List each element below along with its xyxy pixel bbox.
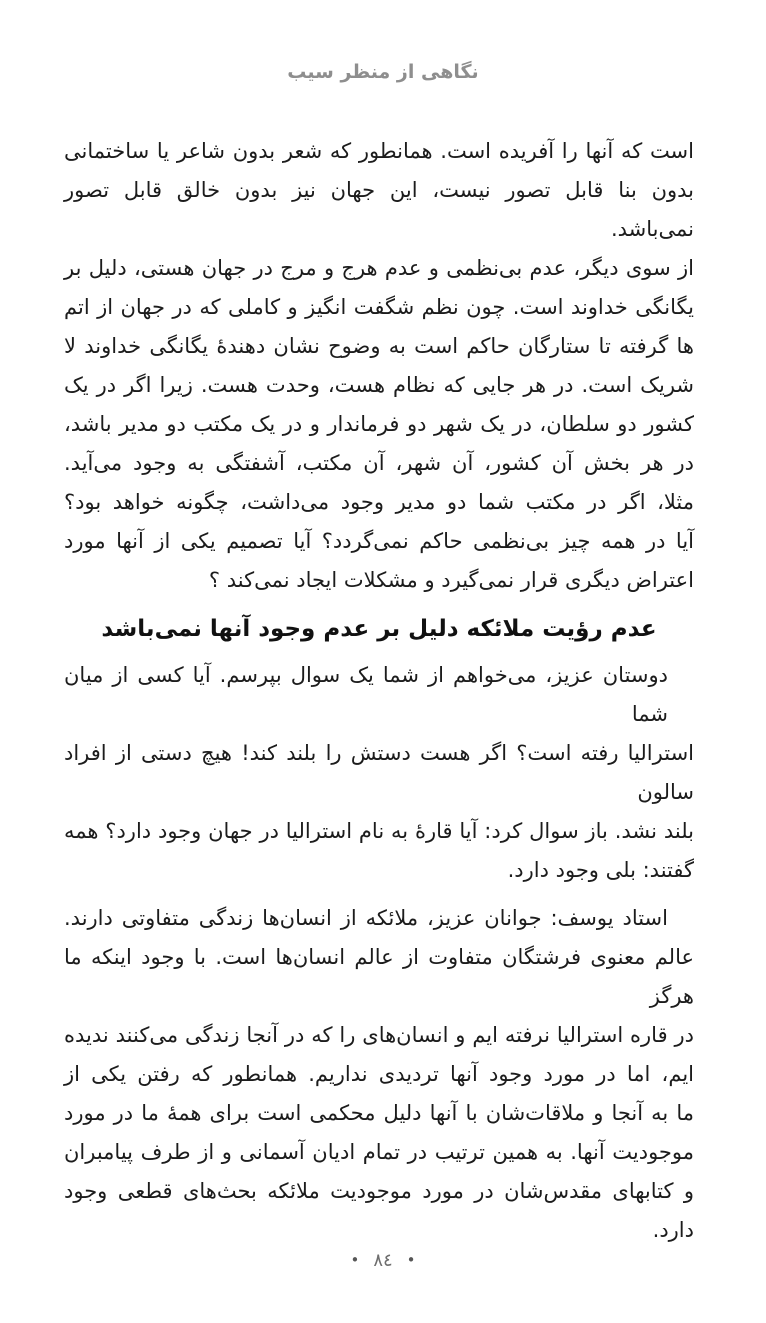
text-line: از سوی دیگر، عدم بی‌نظمی و عدم هرج و مرج در جهان هستی، دلیل بر <box>64 256 694 280</box>
text-line: استاد یوسف: جوانان عزیز، ملائکه از انسان‌ها زندگی متفاوتی دارند. <box>64 906 668 930</box>
text-line: بلند نشد. باز سوال کرد: آیا قارهٔ به نام استرالیا در جهان وجود دارد؟ همه <box>64 819 694 843</box>
text-line: در هر بخش آن کشور، آن شهر، آن مکتب، آشفتگی به وجود می‌آید. <box>64 451 694 475</box>
text-line: شریک است. در هر جایی که نظام هست، وحدت هست. زیرا اگر در یک <box>64 373 694 397</box>
text-line: کشور دو سلطان، در یک شهر دو فرماندار و در یک مکتب دو مدیر باشد، <box>64 412 694 436</box>
text-block <box>0 132 766 1250</box>
text-line: ها گرفته تا ستارگان حاکم است به وضوح نشان دهندهٔ یگانگی خداوند لا <box>64 334 694 358</box>
page-number: ٨٤ <box>373 1250 393 1271</box>
page-footer <box>0 1250 766 1323</box>
text-line: بدون بنا قابل تصور نیست، این جهان نیز بدون خالق قابل تصور نمی‌باشد. <box>64 178 694 241</box>
text-line: مثلا، اگر در مکتب شما دو مدیر وجود می‌داشت، چگونه خواهد بود؟ <box>64 490 694 514</box>
footer-bullet-left: • <box>350 1251 360 1269</box>
text-line: استرالیا رفته است؟ اگر هست دستش را بلند کند! هیچ دستی از افراد سالون <box>64 741 694 804</box>
footer-bullet-right: • <box>406 1251 416 1269</box>
text-line: است که آنها را آفریده است. همانطور که شعر بدون شاعر یا ساختمانی <box>64 139 694 163</box>
paragraph-continuation <box>64 132 694 600</box>
text-line: موجودیت آنها. به همین ترتیب در تمام ادیان آسمانی و از طرف پیامبران <box>64 1140 694 1164</box>
text-line: گفتند: بلی وجود دارد. <box>507 858 694 882</box>
text-line: در قاره استرالیا نرفته ایم و انسان‌های را که در آنجا زندگی می‌کنند ندیده <box>64 1023 694 1047</box>
text-line: دارد. <box>652 1218 694 1242</box>
paragraph-ustad-yusuf <box>64 899 694 1250</box>
paragraph-question-australia <box>64 656 694 890</box>
text-line: یگانگی خداوند است. چون نظم شگفت انگیز و کاملی که در جهان از اتم <box>64 295 694 319</box>
text-line: عالم معنوی فرشتگان متفاوت از عالم انسان‌ها است. با وجود اینکه ما هرگز <box>64 945 694 1008</box>
running-title: نگاهی از منظر سیب <box>287 61 479 83</box>
text-line: و کتابهای مقدس‌شان در مورد موجودیت ملائکه بحث‌های قطعی وجود <box>64 1179 694 1203</box>
page-header <box>0 0 766 86</box>
text-line: ایم، اما در مورد وجود آنها تردیدی نداریم. همانطور که رفتن یکی از <box>64 1062 694 1086</box>
text-line: آیا در همه چیز بی‌نظمی حاکم نمی‌گردد؟ آیا تصمیم یکی از آنها مورد <box>64 529 694 553</box>
text-line: ما به آنجا و ملاقات‌شان با آنها دلیل محکمی است برای همهٔ ما در مورد <box>64 1101 694 1125</box>
section-heading: عدم رؤیت ملائکه دلیل بر عدم وجود آنها نمی‌باشد <box>101 616 657 642</box>
text-line: دوستان عزیز، می‌خواهم از شما یک سوال بپرسم. آیا کسی از میان شما <box>64 663 668 726</box>
text-line: اعتراض دیگری قرار نمی‌گیرد و مشکلات ایجاد نمی‌کند ؟ <box>208 568 694 592</box>
